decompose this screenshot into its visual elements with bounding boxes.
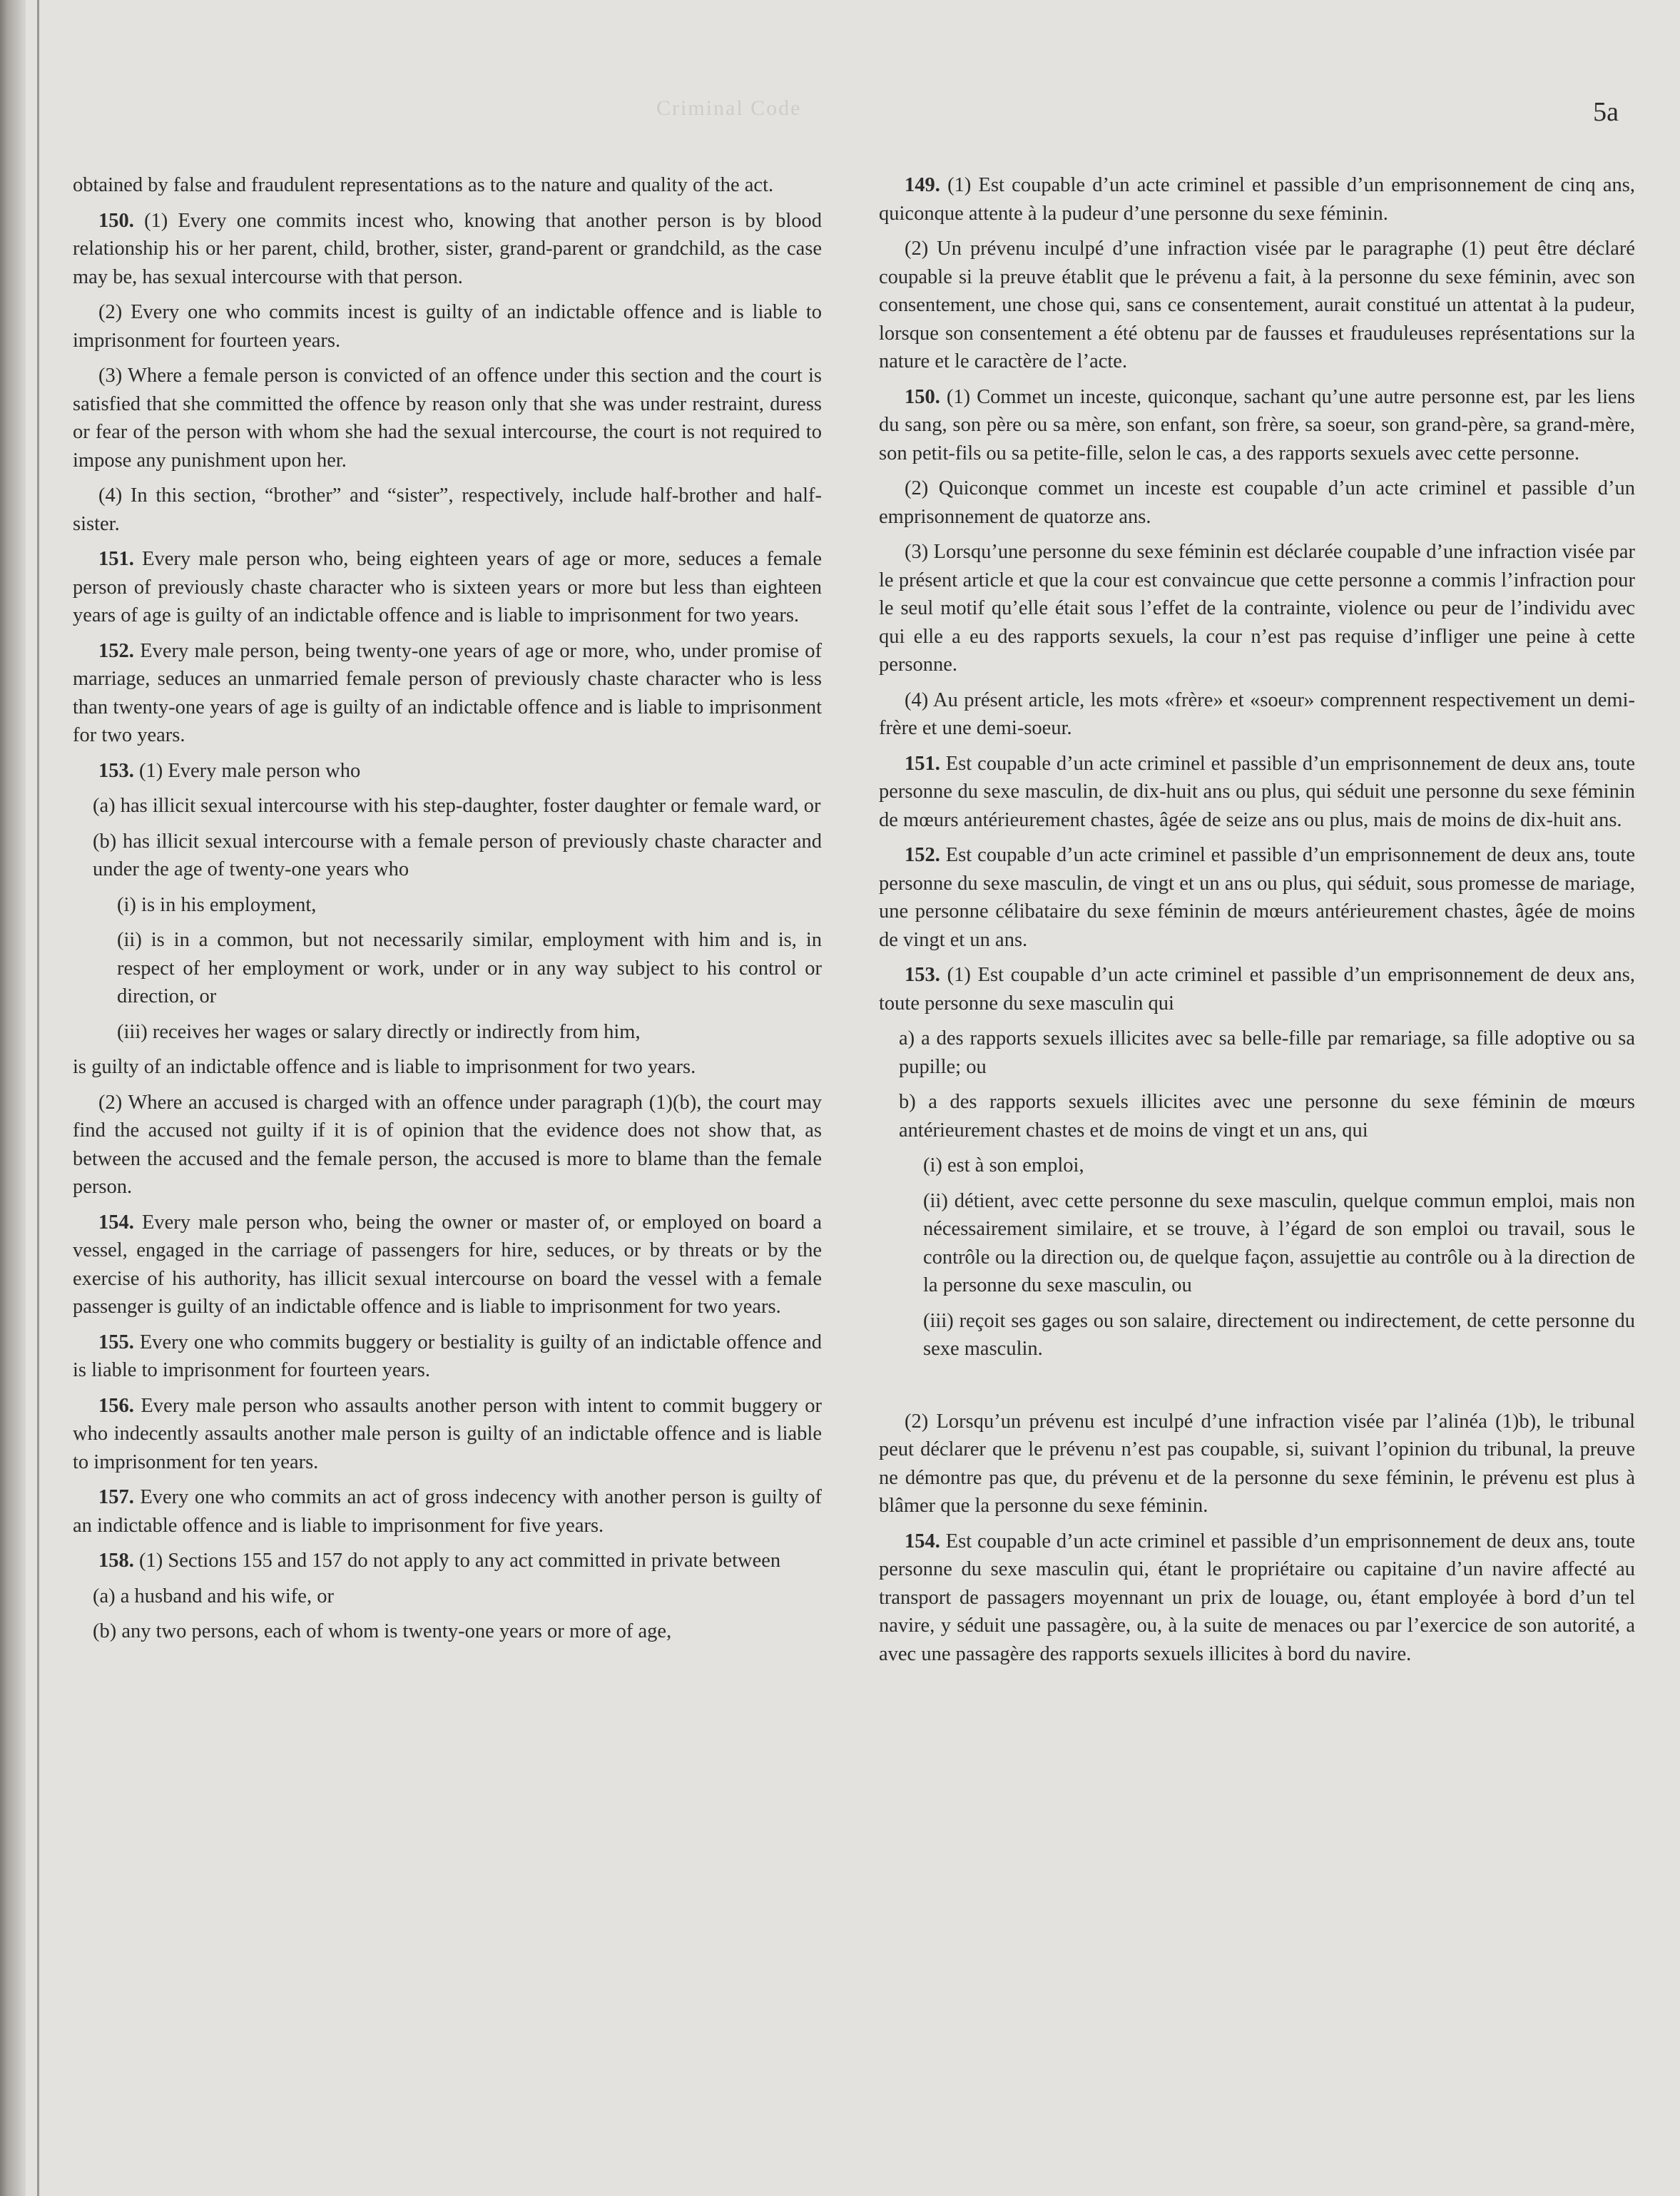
paragraph-text: Every male person who, being the owner or master of, or employed on board a vessel, engaged in the carriage of passengers for hire, seduces, or by threats or by the exercise of his authority, has illicit sexual intercourse on board the vessel with a female passenger is guilty of an indictable offence and is liable to imprisonment for two years. — [73, 1211, 822, 1318]
paragraph-text: Est coupable d’un acte criminel et passible d’un emprisonnement de deux ans, toute personne du sexe masculin, de dix-huit ans ou plus, qui séduit une personne du sexe féminin de mœurs antérieurement chastes, âgée de seize ans ou plus, mais de moins de dix-huit ans. — [879, 752, 1635, 831]
english-paragraph — [73, 1617, 822, 1646]
french-paragraph — [879, 1307, 1635, 1363]
french-paragraph — [879, 1152, 1635, 1180]
section-number: 158. — [98, 1550, 134, 1572]
english-paragraph — [73, 171, 822, 200]
french-paragraph — [879, 841, 1635, 954]
paragraph-text: (4) Au présent article, les mots «frère» et «soeur» comprennent respectivement un demi-frère et une demi-soeur. — [879, 688, 1635, 739]
paragraph-text: Every male person who, being eighteen years of age or more, seduces a female person of previously chaste character who is sixteen years or more but less than eighteen years of age is guilty of an indictable offence and is liable to imprisonment for two years. — [73, 548, 822, 626]
english-paragraph — [73, 1392, 822, 1477]
paragraph-text: (ii) détient, avec cette personne du sexe masculin, quelque commun emploi, mais non nécessairement similaire, et se trouve, à l’égard de son emploi ou travail, sous le contrôle ou la direction ou, de quelque façon, assujettie au contrôle ou à la direction de la personne du sexe masculin, ou — [923, 1189, 1635, 1296]
english-paragraph — [73, 637, 822, 750]
paragraph-text: (2) Every one who commits incest is guilty of an indictable offence and is liable to imprisonment for fourteen years. — [73, 301, 822, 352]
paragraph-text: Every male person who assaults another person with intent to commit buggery or who indecently assaults another male person is guilty of an indictable offence and is liable to imprisonment for ten years. — [73, 1394, 822, 1473]
french-paragraph — [879, 1408, 1635, 1520]
french-paragraph — [879, 1088, 1635, 1144]
paragraph-text: (b) has illicit sexual intercourse with a female person of previously chaste character and under the age of twenty-one years who — [93, 830, 822, 880]
paragraph-text: Every male person, being twenty-one years of age or more, who, under promise of marriage, seduces an unmarried female person of previously chaste character who is less than twenty-one years of age is guilty of an indictable offence and is liable to imprisonment for two years. — [73, 639, 822, 746]
english-paragraph — [73, 1018, 822, 1047]
section-number: 152. — [98, 639, 134, 662]
paragraph-text: Every one who commits buggery or bestiality is guilty of an indictable offence and is liable to imprisonment for fourteen years. — [73, 1331, 822, 1381]
english-column — [73, 171, 822, 1653]
english-paragraph — [73, 1547, 822, 1575]
french-paragraph — [879, 686, 1635, 743]
paragraph-text: Est coupable d’un acte criminel et passible d’un emprisonnement de deux ans, toute personne du sexe masculin qui, étant le propriétaire ou capitaine d’un navire affecté au transport de passagers moyennant un prix de louage, ou, étant employée à bord d’un tel navire, y séduit une passagère, ou, à la suite de menaces ou par l’exercice de son autorité, a avec une passagère des rapports sexuels illicites à bord du navire. — [879, 1530, 1635, 1665]
paragraph-text: (3) Lorsqu’une personne du sexe féminin est déclarée coupable d’une infraction visée par le présent article et que la cour est convaincue que cette personne a commis l’infraction pour le seul motif qu’elle était sous l’effet de la contrainte, violence ou peur de l’individu avec qui elle a eu des rapports sexuels, la cour n’est pas requise d’infliger une peine à cette personne. — [879, 541, 1635, 676]
paragraph-text: (1) Commet un inceste, quiconque, sachant qu’une autre personne est, par les liens du sang, son père ou sa mère, son enfant, son frère, sa soeur, son grand-père, sa grand-mère, son petit-fils ou sa petite-fille, selon le cas, a des rapports sexuels avec cette personne. — [879, 385, 1635, 464]
section-number: 150. — [98, 209, 134, 232]
french-paragraph — [879, 538, 1635, 679]
paragraph-text: (1) Every male person who — [133, 759, 361, 782]
paragraph-text: (1) Sections 155 and 157 do not apply to any act committed in private between — [133, 1550, 781, 1572]
section-number: 153. — [905, 964, 940, 986]
page-binding-edge — [0, 0, 26, 2196]
paragraph-text: (1) Est coupable d’un acte criminel et passible d’un emprisonnement de cinq ans, quiconque attente à la pudeur d’une personne du sexe féminin. — [879, 174, 1635, 225]
section-number: 154. — [98, 1211, 134, 1234]
paragraph-text: (b) any two persons, each of whom is twenty-one years or more of age, — [93, 1620, 672, 1642]
english-paragraph — [73, 1053, 822, 1082]
paragraph-text: (1) Every one commits incest who, knowing that another person is by blood relationship his or her parent, child, brother, sister, grand-parent or grandchild, as the case may be, has sexual intercourse with that person. — [73, 209, 822, 288]
paragraph-text: b) a des rapports sexuels illicites avec une personne du sexe féminin de mœurs antérieurement chastes et de moins de vingt et un ans, qui — [899, 1091, 1635, 1142]
section-number: 154. — [905, 1530, 940, 1552]
paragraph-text: obtained by false and fraudulent representations as to the nature and quality of the act. — [73, 174, 774, 196]
show-through-header: Criminal Code — [656, 96, 802, 120]
french-paragraph — [879, 474, 1635, 531]
english-paragraph — [73, 298, 822, 355]
french-paragraph — [879, 235, 1635, 376]
english-paragraph — [73, 1328, 822, 1385]
section-number: 155. — [98, 1331, 134, 1353]
french-paragraph — [879, 171, 1635, 228]
french-column — [879, 171, 1635, 1675]
paragraph-text: (i) is in his employment, — [117, 893, 317, 916]
paragraph-text: (2) Lorsqu’un prévenu est inculpé d’une infraction visée par l’alinéa (1)b), le tribunal peut déclarer que le prévenu n’est pas coupable, si, suivant l’opinion du tribunal, la preuve ne démontre pas que, du prévenu et de la personne du sexe féminin, le prévenu est plus à blâmer que la personne du sexe féminin. — [879, 1410, 1635, 1517]
english-paragraph — [73, 482, 822, 538]
paragraph-text: (2) Quiconque commet un inceste est coupable d’un acte criminel et passible d’un emprisonnement de quatorze ans. — [879, 477, 1635, 528]
english-paragraph — [73, 891, 822, 920]
paragraph-text: (4) In this section, “brother” and “sister”, respectively, include half-brother and half-sister. — [73, 484, 822, 535]
paragraph-text: (ii) is in a common, but not necessarily similar, employment with him and is, in respect of her employment or work, under or in any way subject to his control or direction, or — [117, 929, 822, 1007]
english-paragraph — [73, 757, 822, 786]
paragraph-text: (iii) receives her wages or salary directly or indirectly from him, — [117, 1020, 641, 1043]
paragraph-text: (2) Un prévenu inculpé d’une infraction visée par le paragraphe (1) peut être déclaré coupable si la preuve établit que le prévenu a fait, à la personne du sexe féminin, avec son consentement, une chose qui, sans ce consentement, aurait constitué un attentat à la pudeur, lorsque son consentement a été obtenu par de fausses et frauduleuses représentations sur la nature et le caractère de l’acte. — [879, 238, 1635, 372]
section-number: 156. — [98, 1394, 134, 1417]
french-paragraph — [879, 1025, 1635, 1081]
english-paragraph — [73, 1209, 822, 1321]
english-paragraph — [73, 1582, 822, 1611]
paragraph-text: Every one who commits an act of gross indecency with another person is guilty of an indictable offence and is liable to imprisonment for five years. — [73, 1486, 822, 1537]
paragraph-text: (a) has illicit sexual intercourse with his step-daughter, foster daughter or female ward, or — [93, 795, 821, 817]
section-number: 150. — [905, 385, 940, 408]
paragraph-text: (3) Where a female person is convicted of an offence under this section and the court is satisfied that she committed the offence by reason only that she was under restraint, duress or fear of the person with whom she had the sexual intercourse, the court is not required to impose any punishment upon her. — [73, 365, 822, 472]
english-paragraph — [73, 926, 822, 1011]
paragraph-text: is guilty of an indictable offence and is liable to imprisonment for two years. — [73, 1056, 696, 1078]
paragraph-text: (iii) reçoit ses gages ou son salaire, directement ou indirectement, de cette personne du sexe masculin. — [923, 1309, 1635, 1360]
page-margin-line — [37, 0, 39, 2196]
french-paragraph — [879, 1187, 1635, 1300]
paragraph-text: (i) est à son emploi, — [923, 1154, 1084, 1176]
section-number: 153. — [98, 759, 134, 782]
french-paragraph — [879, 1527, 1635, 1669]
english-paragraph — [73, 545, 822, 630]
french-paragraph — [879, 750, 1635, 835]
section-number: 152. — [905, 844, 940, 866]
page-number: 5a — [1593, 97, 1619, 127]
english-paragraph — [73, 1483, 822, 1540]
french-paragraph — [879, 961, 1635, 1017]
english-paragraph — [73, 792, 822, 820]
section-number: 151. — [905, 752, 940, 775]
paragraph-text: (2) Where an accused is charged with an offence under paragraph (1)(b), the court may find the accused not guilty if it is of opinion that the evidence does not show that, as between the accused and the female person, the accused is more to blame than the female person. — [73, 1091, 822, 1198]
section-number: 151. — [98, 548, 134, 570]
paragraph-text: (1) Est coupable d’un acte criminel et passible d’un emprisonnement de deux ans, toute personne du sexe masculin qui — [879, 964, 1635, 1015]
english-paragraph — [73, 1089, 822, 1201]
paragraph-text: a) a des rapports sexuels illicites avec sa belle-fille par remariage, sa fille adoptive ou sa pupille; ou — [899, 1027, 1635, 1078]
paragraph-text: Est coupable d’un acte criminel et passible d’un emprisonnement de deux ans, toute personne du sexe masculin, de vingt et un ans ou plus, qui séduit, sous promesse de mariage, une personne célibataire du sexe féminin de mœurs antérieurement chastes, âgée de moins de vingt et un ans. — [879, 844, 1635, 951]
english-paragraph — [73, 207, 822, 292]
english-paragraph — [73, 362, 822, 474]
section-number: 149. — [905, 174, 940, 196]
paragraph-text: (a) a husband and his wife, or — [93, 1585, 334, 1607]
french-paragraph — [879, 383, 1635, 468]
english-paragraph — [73, 828, 822, 884]
french-spacer — [879, 1371, 1635, 1408]
section-number: 157. — [98, 1486, 134, 1508]
